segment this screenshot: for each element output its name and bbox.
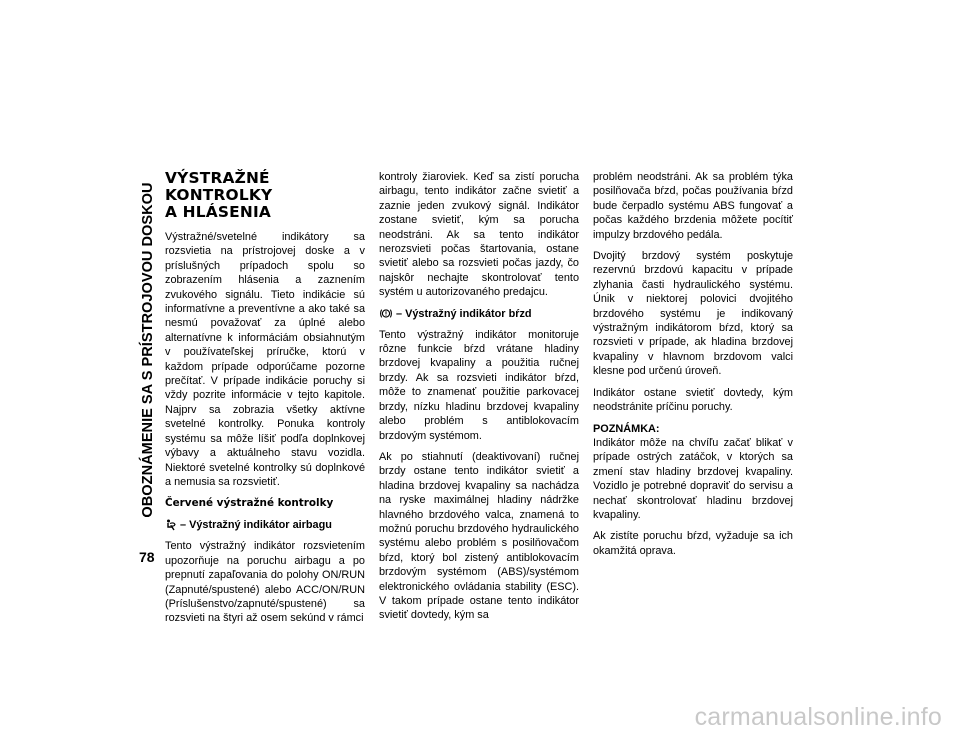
text-column-1 bbox=[165, 170, 365, 633]
airbag-paragraph-continued: kontroly žiaroviek. Keď sa zistí porucha airbagu, tento indikátor začne svietiť a zaznie jeden zvukový signál. Indikátor zostane svietiť, kým sa porucha neodstráni. Ak sa tento indikátor nerozsvieti počas štartovania, ostane svietiť alebo sa rozsvieti počas jazdy, čo najskôr nechajte skontrolovať tento systém u autorizovaného predajcu. bbox=[379, 171, 579, 299]
text-column-2 bbox=[379, 170, 579, 630]
text-column-3 bbox=[593, 170, 793, 565]
indicator-stays-lit-paragraph: Indikátor ostane svietiť dovtedy, kým neodstránite príčinu poruchy. bbox=[593, 386, 793, 414]
note-block bbox=[593, 422, 793, 523]
brake-paragraph-1: Tento výstražný indikátor monitoruje rôzne funkcie bŕzd vrátane hladiny brzdovej kvapaliny a použitia ručnej brzdy. Ak sa rozsvieti indikátor bŕzd, môže to znamenať použitie parkovacej brzdy, nízku hladinu brzdovej kvapaliny alebo problém s antiblokovacím brzdovým systémom. bbox=[379, 328, 579, 442]
dual-brake-system-paragraph: Dvojitý brzdový systém poskytuje rezervnú brzdovú kapacitu v prípade zlyhania časti hydraulického systému. Únik v niektorej polovici dvojitého brzdového systému je indikovaný výstražným indikátorom bŕzd, ktorý sa rozsvieti v prípade, ak hladina brzdovej kvapaliny v hlavnom brzdovom valci klesne pod určenú úroveň. bbox=[593, 250, 793, 378]
final-paragraph: Ak zistíte poruchu bŕzd, vyžaduje sa ich okamžitá oprava. bbox=[593, 530, 793, 557]
airbag-heading-text: – Výstražný indikátor airbagu bbox=[180, 519, 332, 532]
brake-paragraph-2: Ak po stiahnutí (deaktivovaní) ručnej brzdy ostane tento indikátor svietiť a hladina brzdovej kvapaliny sa nachádza na ryske maximálnej hladiny nádržke hlavného brzdového valca, znamená to možnú poruchu brzdového hydraulického systému alebo problém s posilňovačom bŕzd, ktorý bol zistený antiblokovacím brzdovým systémom (ABS)/systémom elektronického ovládania stability (ESC). V takom prípade ostane tento indikátor svietiť dovtedy, kým sa bbox=[379, 450, 579, 622]
note-text: Indikátor môže na chvíľu začať blikať v prípade ostrých zatáčok, v ktorých sa zmení stav hladiny brzdovej kvapaliny. Vozidlo je potrebné dopraviť do servisu a nechať skontrolovať hladinu brzdovej kvapaliny. bbox=[593, 436, 793, 521]
brake-warning-icon bbox=[379, 308, 393, 319]
page-number: 78 bbox=[139, 549, 155, 565]
brake-indicator-heading bbox=[379, 307, 579, 321]
airbag-icon bbox=[165, 519, 177, 531]
brake-paragraph-continued: problém neodstráni. Ak sa problém týka posilňovača bŕzd, počas používania bŕzd bude čerpadlo systému ABS fungovať a počas každého brzdenia môžete pocítiť impulzy brzdového pedála. bbox=[593, 171, 793, 241]
chapter-title: OBOZNÁMENIE SA S PRÍSTROJOVOU DOSKOU bbox=[140, 182, 156, 518]
section-title-line-2: A HLÁSENIA bbox=[165, 203, 271, 221]
brake-heading-text: – Výstražný indikátor bŕzd bbox=[396, 307, 532, 320]
chapter-side-tab bbox=[134, 157, 162, 543]
airbag-paragraph: Tento výstražný indikátor rozsvietením upozorňuje na poruchu airbagu a po prepnutí zapaľovania do polohy ON/RUN (Zapnuté/spustené) alebo ACC/ON/RUN (Príslušenstvo/zapnuté/spustené) sa rozsvieti na štyri až osem sekúnd v rámci bbox=[165, 540, 365, 625]
airbag-indicator-heading bbox=[165, 518, 365, 532]
watermark: carmanualsonline.info bbox=[694, 703, 942, 731]
intro-paragraph: Výstražné/svetelné indikátory sa rozsvietia na prístrojovej doske a v príslušných prípadoch spolu so zobrazením hlásenia a zaznením zvukového signálu. Tieto indikácie sú informatívne a preventívne a ako také sa nesmú považovať za úplné alebo alternatívne k informáciám obsiahnutým v používateľskej príručke, ktorú v každom prípade odporúčame pozorne prečítať. V prípade indikácie poruchy si vždy pozrite informácie v tejto kapitole. Najprv sa zobrazia všetky aktívne svetelné kontrolky. Ponuka kontroly systému sa môže líšiť podľa doplnkovej výbavy a aktuálneho stavu vozidla. Niektoré svetelné kontrolky sú doplnkové a nemusia sa rozsvietiť. bbox=[165, 231, 365, 488]
section-title bbox=[165, 170, 365, 221]
red-lights-subheading: Červené výstražné kontrolky bbox=[165, 497, 334, 510]
section-title-line-1: VÝSTRAŽNÉ KONTROLKY bbox=[165, 169, 273, 204]
note-label: POZNÁMKA: bbox=[593, 422, 660, 435]
